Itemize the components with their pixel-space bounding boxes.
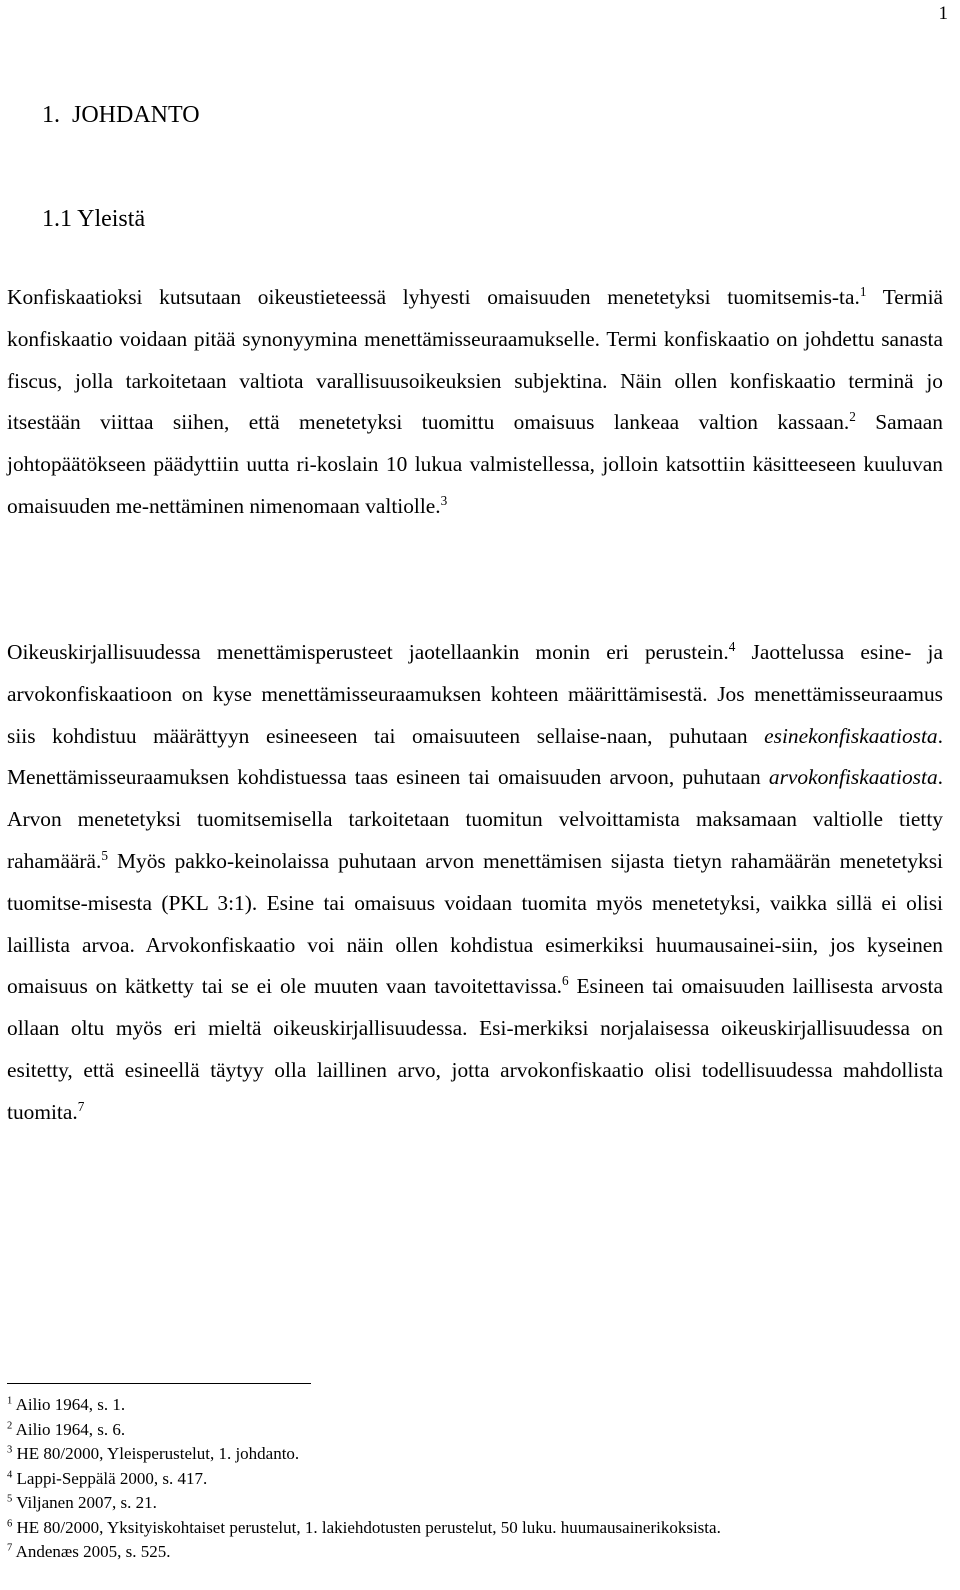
- footnote-number: 3: [7, 1444, 13, 1456]
- footnote-item: [7, 1516, 947, 1541]
- footnote-number: 2: [7, 1419, 13, 1431]
- footnote-number: 4: [7, 1468, 13, 1480]
- paragraph-1: [7, 277, 943, 528]
- footnote-number: 5: [7, 1493, 13, 1505]
- chapter-heading: [42, 100, 200, 130]
- footnote-item: [7, 1491, 947, 1516]
- paragraph-2-text-1: Oikeuskirjallisuudessa menettämisperusteet jaotellaankin monin eri perustein.: [7, 640, 729, 664]
- footnote-text: HE 80/2000, Yksityiskohtaiset perustelut, 1. lakiehdotusten perustelut, 50 luku. huumausainerikoksista.: [12, 1517, 721, 1537]
- footnote-item: [7, 1442, 947, 1467]
- paragraph-2-text-2: Jaottelussa esine- ja arvokonfiskaatioon on kyse menettämisseuraamuksen kohteen määrittämisestä. Jos menettämisseuraamus siis kohdistuu määrättyyn esineeseen tai omaisuuteen sellaise-naan, puhutaan: [7, 640, 943, 748]
- footnote-number: 6: [7, 1517, 13, 1529]
- paragraph-2-text-4: . Arvon menetetyksi tuomitsemisella tarkoitetaan tuomitun velvoittamista maksamaan valtiolle tietty rahamäärä.: [7, 765, 943, 873]
- footnote-text: Ailio 1964, s. 6.: [12, 1419, 126, 1439]
- term-esinekonfiskaatio: esinekonfiskaatiosta: [764, 723, 938, 748]
- footnote-item: [7, 1393, 947, 1418]
- footnote-item: [7, 1540, 947, 1565]
- paragraph-2-text-6: Esineen tai omaisuuden laillisesta arvosta ollaan oltu myös eri mieltä oikeuskirjallisuudessa. Esi-merkiksi norjalaisessa oikeuskirjallisuudessa on esitetty, että esineellä täytyy olla laillinen arvo, jotta arvokonfiskaatio olisi todellisuudessa mahdollista tuomita.: [7, 974, 943, 1124]
- footnote-number: 1: [7, 1395, 13, 1407]
- page-number: 1: [938, 3, 948, 24]
- footnote-item: [7, 1418, 947, 1443]
- footnote-separator: [7, 1383, 311, 1384]
- paragraph-1-text-1: Konfiskaatioksi kutsutaan oikeustieteessä lyhyesti omaisuuden menetetyksi tuomitsemis-ta.: [7, 285, 860, 309]
- footnote-ref-2: 2: [849, 409, 856, 425]
- footnote-item: [7, 1467, 947, 1492]
- footnote-ref-3: 3: [440, 492, 448, 508]
- footnote-text: Viljanen 2007, s. 21.: [12, 1493, 157, 1512]
- paragraph-2-text-3: . Menettämisseuraamuksen kohdistuessa taas esineen tai omaisuuden arvoon, puhutaan: [7, 723, 943, 790]
- paragraph-1-text-2: Termiä konfiskaatio voidaan pitää synonyymina menettämisseuraamukselle. Termi konfiskaatio on johdettu sanasta fiscus, jolla tarkoitetaan valtiota varallisuusoikeuksien subjektina. Näin ollen konfiskaatio terminä jo itsestään viittaa siihen, että menetetyksi tuomittu omaisuus lankeaa valtion kassaan.: [7, 285, 944, 435]
- footnote-ref-1: 1: [859, 283, 867, 299]
- footnote-ref-6: 6: [561, 973, 569, 989]
- paragraph-2-text-5: Myös pakko-keinolaissa puhutaan arvon menettämisen sijasta tietyn rahamäärän menetetyksi tuomitse-misesta (PKL 3:1). Esine tai omaisuus voidaan tuomita myös menetetyksi, vaikka sillä ei olisi laillista arvoa. Arvokonfiskaatio voi näin ollen kohdistua esimerkiksi huumausainei-siin, jos kyseinen omaisuus on kätketty tai se ei ole muuten vaan tavoitettavissa.: [7, 848, 943, 999]
- footnote-text: Lappi-Seppälä 2000, s. 417.: [12, 1468, 208, 1488]
- footnote-text: HE 80/2000, Yleisperustelut, 1. johdanto.: [12, 1444, 300, 1463]
- paragraph-1-text-3: Samaan johtopäätökseen päädyttiin uutta ri-koslain 10 lukua valmistellessa, jolloin katsottiin käsitteeseen kuuluvan omaisuuden me-nettäminen nimenomaan valtiolle.: [7, 410, 943, 518]
- chapter-number: 1.: [42, 102, 60, 128]
- footnote-text: Andenæs 2005, s. 525.: [12, 1542, 171, 1561]
- chapter-title: JOHDANTO: [72, 102, 200, 128]
- footnotes-list: [7, 1393, 947, 1565]
- footnote-text: Ailio 1964, s. 1.: [12, 1395, 126, 1414]
- footnote-ref-4: 4: [728, 638, 736, 654]
- paragraph-2: [7, 632, 943, 1134]
- section-heading: 1.1 Yleistä: [42, 206, 146, 232]
- term-arvokonfiskaatio: arvokonfiskaatiosta: [768, 765, 938, 790]
- footnote-number: 7: [7, 1542, 13, 1554]
- footnote-ref-7: 7: [77, 1098, 85, 1114]
- footnote-ref-5: 5: [101, 847, 109, 863]
